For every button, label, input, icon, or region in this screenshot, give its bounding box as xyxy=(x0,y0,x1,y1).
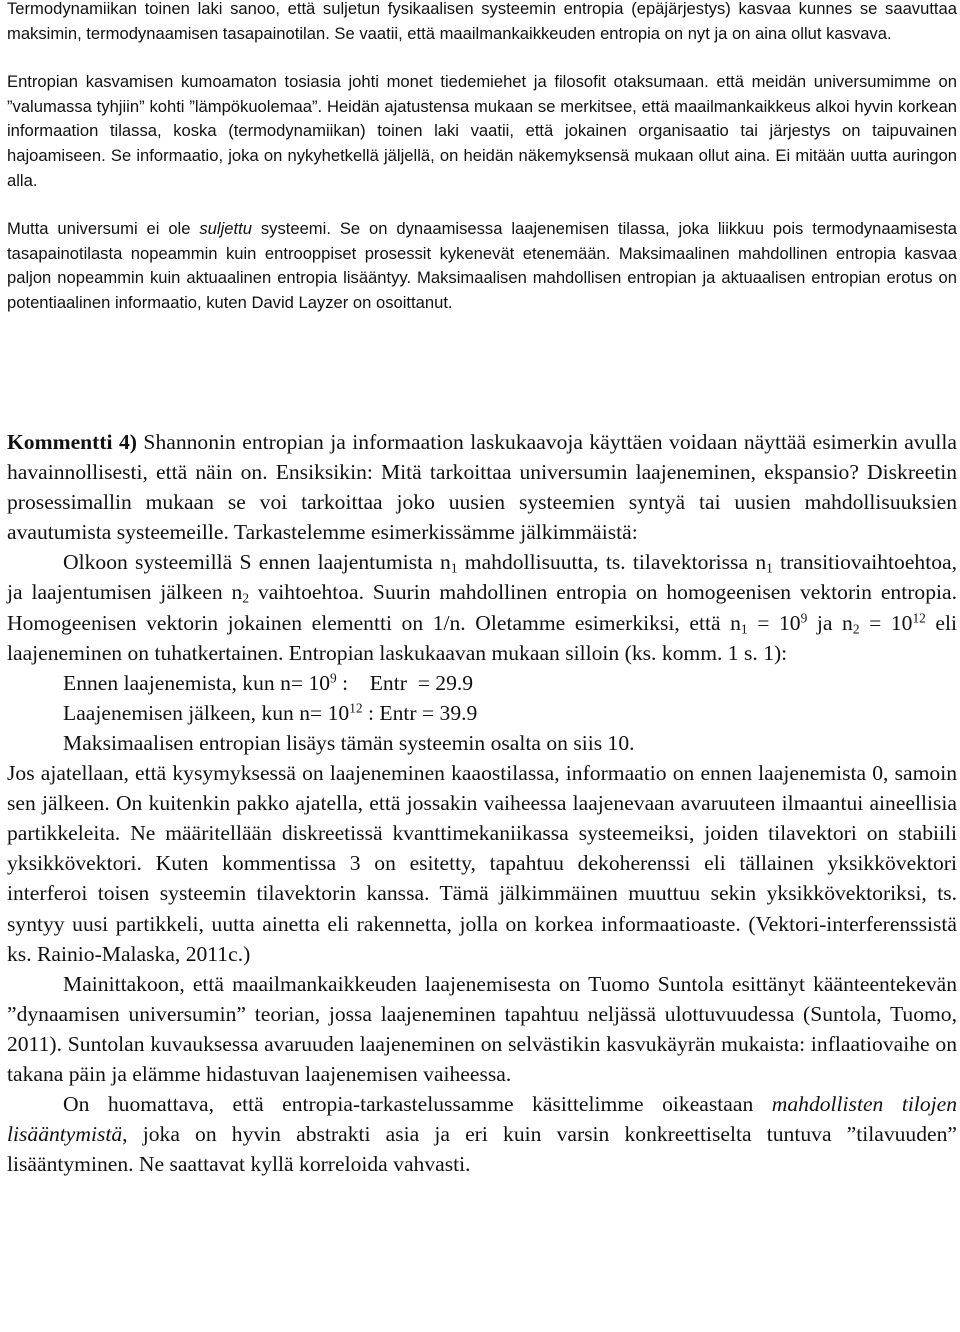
text-segment: On huomattava, että entropia-tarkastelussamme käsittelimme oikeastaan xyxy=(63,1092,772,1117)
formula-before-expansion xyxy=(7,668,957,698)
text-segment: eli laajeneminen on tuhatkertainen. Entropian laskukaavan mukaan silloin (ks. komm. 1 s. 1): xyxy=(7,610,957,665)
formula-max-entropy-increase: Maksimaalisen entropian lisäys tämän systeemin osalta on siis 10. xyxy=(63,730,635,755)
text-segment: transitiovaihtoehtoa, ja laajentumisen jälkeen n xyxy=(7,550,957,605)
text-segment: vaihtoehtoa. Suurin mahdollinen entropia on homogeenisen vektorin entropia. Homogeenisen vektorin jokainen elementti on 1/n. Oletamme esimerkiksi, että n xyxy=(7,580,957,635)
text-segment: Shannonin entropian ja informaation laskukaavoja käyttäen voidaan näyttää esimerkin avulla havainnollisesti, että näin on. Ensiksikin: Mitä tarkoittaa universumin laajeneminen, ekspansio? Diskreetin prosessimallin mukaan se voi tarkoittaa joko uusien systeemien syntyä tai uusien mahdollisuuksien avautumista systeemeille. Tarkastelemme esimerkissämme jälkimmäistä: xyxy=(7,430,957,545)
serif-section xyxy=(7,427,957,1179)
text-segment: , joka on hyvin abstrakti asia ja eri kuin varsin konkreettiselta tuntuva ”tilavuuden” lisääntyminen. Ne saattavat kyllä korreloida vahvasti. xyxy=(7,1122,957,1177)
text-segment: : Entr = 29.9 xyxy=(336,670,474,695)
paragraph-comment-4 xyxy=(7,427,957,547)
text-segment: : Entr = 39.9 xyxy=(362,700,478,725)
text-segment: = 10 xyxy=(747,610,801,635)
text-segment: Laajenemisen jälkeen, kun n= 10 xyxy=(63,700,350,725)
paragraph-suntola: Mainittakoon, että maailmankaikkeuden laajenemisesta on Tuomo Suntola esittänyt käänteentekevän ”dynaamisen universumin” teorian, jossa laajeneminen tapahtuu neljässä ulottuvuudessa (Suntola, Tuomo, 2011). Suntolan kuvauksessa avaruuden laajeneminen on selvästikin kasvukäyrän mukaista: inflaatiovaihe on takana päin ja elämme hidastuvan laajenemisen vaiheessa. xyxy=(7,971,957,1086)
text-segment: = 10 xyxy=(859,610,913,635)
formula-after-expansion xyxy=(7,698,957,728)
text-segment: Ennen laajenemista, kun n= 10 xyxy=(63,670,331,695)
sans-section xyxy=(7,0,957,316)
paragraph-conclusion xyxy=(7,1089,957,1179)
text-segment: systeemi. Se on dynaamisessa laajenemisen tilassa, joka liikkuu pois termodynaamisesta tasapainotilasta nopeammin kuin entrooppiset prosessit kykenevät etenemään. Maksimaalinen mahdollinen entropia kasvaa paljon nopeammin kuin aktuaalinen entropia lisääntyy. Maksimaalisen mahdollisen entropian ja aktuaalisen entropian erotus on potentiaalinen informaatio, kuten David Layzer on osoittanut. xyxy=(7,219,958,312)
paragraph-entropy-increase: Entropian kasvamisen kumoamaton tosiasia johti monet tiedemiehet ja filosofit otaksumaan. että meidän universumimme on ”valumassa tyhjiin” kohti ”lämpökuolemaa”. Heidän ajatustensa mukaan se merkitsee, että maailmankaikkeus alkoi hyvin korkean informaation tilassa, koska (termodynamiikan) toinen laki vaatii, että jokainen organisaatio tai järjestys on taipuvainen hajoamiseen. Se informaatio, joka on nykyhetkellä jäljellä, on heidän näkemyksensä mukaan ollut aina. Ei mitään uutta auringon alla. xyxy=(7,72,957,190)
paragraph-second-law: Termodynamiikan toinen laki sanoo, että suljetun fysikaalisen systeemin entropia (epäjärjestys) kasvaa kunnes se saavuttaa maksimin, termodynaamisen tasapainotilan. Se vaatii, että maailmankaikkeuden entropia on nyt ja on aina ollut kasvava. xyxy=(7,0,957,43)
subscript: 2 xyxy=(242,590,250,606)
subscript: 1 xyxy=(450,560,458,576)
emphasis-suljettu: suljettu xyxy=(199,219,252,239)
subscript: 2 xyxy=(852,620,860,636)
superscript: 9 xyxy=(800,610,808,626)
subscript: 1 xyxy=(740,620,748,636)
paragraph-example xyxy=(7,547,957,667)
superscript: 12 xyxy=(912,610,926,626)
emphasis-mahdollisten-tilojen: mahdollisten tilojen lisääntymistä xyxy=(7,1092,957,1147)
paragraph-chaos-expansion: Jos ajatellaan, että kysymyksessä on laajeneminen kaaostilassa, informaatio on ennen laajenemista 0, samoin sen jälkeen. On kuitenkin pakko ajatella, että jossakin vaiheessa laajenevaan avaruuteen ilmaantui aineellisia partikkeleita. Ne määritellään diskreetissä kvanttimekaniikassa systeemeiksi, joiden tilavektori on stabiili yksikkövektori. Kuten kommentissa 3 on esitetty, tapahtuu dekoherenssi eli tällainen yksikkövektori interferoi toisen systeemin tilavektorin kanssa. Tämä jälkimmäinen muuttuu sekin yksikkövektoriksi, ts. syntyy uusi partikkeli, uutta ainetta eli rakennetta, jolla on korkea informaatioaste. (Vektori-interferenssistä ks. Rainio-Malaska, 2011c.) xyxy=(7,761,957,966)
paragraph-universe-not-closed xyxy=(7,217,957,315)
text-segment: Mutta universumi ei ole xyxy=(7,219,200,239)
superscript: 9 xyxy=(330,670,337,686)
text-segment: mahdollisuutta, ts. tilavektorissa n xyxy=(457,550,767,575)
text-segment: ja n xyxy=(807,610,853,635)
text-segment: Olkoon systeemillä S ennen laajentumista n xyxy=(63,550,451,575)
subscript: 1 xyxy=(766,560,773,576)
superscript: 12 xyxy=(349,700,363,716)
comment-4-label: Kommentti 4) xyxy=(7,430,137,454)
